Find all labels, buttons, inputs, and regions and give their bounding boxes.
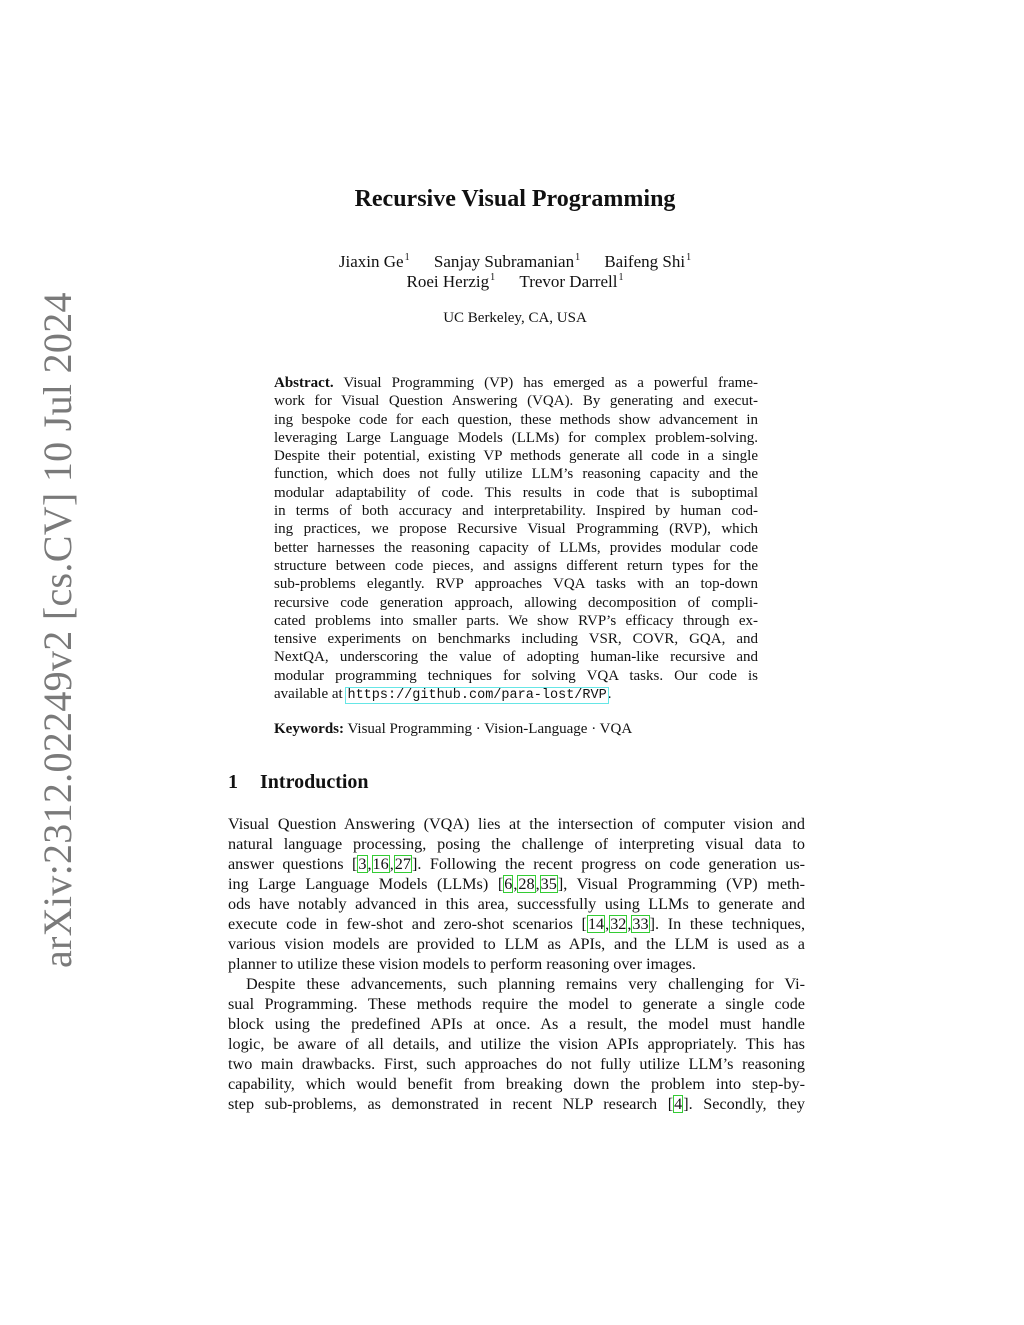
citation-link[interactable]: 28 xyxy=(518,875,535,893)
text-line: ing Large Language Models (LLMs) [6,28,35], Visual Programming (VP) meth- xyxy=(228,875,805,893)
abstract-line: Despite their potential, existing VP methods generate all code in a single xyxy=(274,448,758,465)
citation-link[interactable]: 33 xyxy=(632,915,649,933)
abstract-line: function, which does not fully utilize LLM’s reasoning capacity and the xyxy=(274,466,758,483)
citation-link[interactable]: 16 xyxy=(372,855,389,873)
citation-link[interactable]: 4 xyxy=(674,1095,683,1113)
abstract xyxy=(274,374,758,705)
citation-link[interactable]: 14 xyxy=(587,915,605,933)
section-title: Introduction xyxy=(260,771,369,793)
citation-link[interactable]: 35 xyxy=(540,875,557,893)
abstract-label: Abstract. xyxy=(274,375,334,391)
abstract-line: leveraging Large Language Models (LLMs) for complex problem-solving. xyxy=(274,429,758,446)
abstract-line: Abstract. Visual Programming (VP) has emerged as a powerful frame- xyxy=(274,375,758,391)
abstract-line: structure between code pieces, and assigns different return types for the xyxy=(274,557,758,574)
code-repository-link[interactable]: https://github.com/para-lost/RVP xyxy=(347,688,607,704)
arxiv-identifier-stamp: arXiv:2312.02249v2 [cs.CV] 10 Jul 2024 xyxy=(35,292,80,968)
keywords-label: Keywords: xyxy=(274,721,344,737)
abstract-line: tensive experiments on benchmarks including VSR, COVR, GQA, and xyxy=(274,631,758,648)
text-line: two main drawbacks. First, such approaches do not fully utilize LLM’s reasoning xyxy=(228,1055,805,1073)
citation-link[interactable]: 27 xyxy=(394,855,411,873)
intro-paragraph-2 xyxy=(228,974,805,1114)
text-line: natural language processing, posing the challenge of interpreting visual data to xyxy=(228,835,805,853)
section-number: 1 xyxy=(228,771,238,793)
abstract-line: available at https://github.com/para-lost/RVP. xyxy=(274,686,612,704)
text-line: Visual Question Answering (VQA) lies at the intersection of computer vision and xyxy=(228,815,805,833)
paper-title: Recursive Visual Programming xyxy=(354,186,676,212)
abstract-line: modular programming techniques for solving VQA tasks. Our code is xyxy=(274,667,758,684)
abstract-line: cated problems into smaller parts. We show RVP’s efficacy through ex- xyxy=(274,612,758,629)
author: Baifeng Shi$^1$ xyxy=(604,252,692,271)
text-line: ods have notably advanced in this area, successfully using LLMs to generate and xyxy=(228,895,805,913)
abstract-line: NextQA, underscoring the value of adopting human-like recursive and xyxy=(274,649,758,666)
text-line: execute code in few-shot and zero-shot scenarios [14,32,33]. In these techniques, xyxy=(228,915,805,933)
citation-link[interactable]: 32 xyxy=(610,915,627,933)
author: Jiaxin Ge$^1$ xyxy=(338,252,410,271)
citation-link[interactable]: 6 xyxy=(504,875,513,893)
affiliation: UC Berkeley, CA, USA xyxy=(443,310,587,326)
author-list-row-2 xyxy=(230,272,800,292)
abstract-line: ing bespoke code for each question, these methods show advancement in xyxy=(274,411,758,428)
text-line: capability, which would benefit from breaking down the problem into step-by- xyxy=(228,1075,805,1093)
section-heading xyxy=(228,771,369,794)
abstract-line: recursive code generation approach, allowing decomposition of compli- xyxy=(274,594,758,611)
text-line: answer questions [3,16,27]. Following the recent progress on code generation us- xyxy=(228,855,806,873)
keywords xyxy=(274,721,758,738)
text-line: planner to utilize these vision models to perform reasoning over images. xyxy=(228,955,696,973)
abstract-line: better harnesses the reasoning capacity of LLMs, provides modular code xyxy=(274,539,758,556)
text-line: sual Programming. These methods require the model to generate a single code xyxy=(228,995,805,1013)
abstract-line: modular adaptability of code. This results in code that is suboptimal xyxy=(274,484,758,501)
text-line: Despite these advancements, such planning remains very challenging for Vi- xyxy=(246,975,805,993)
abstract-line: sub-problems elegantly. RVP approaches VQA tasks with an top-down xyxy=(274,576,758,593)
author: Roei Herzig$^1$ xyxy=(406,272,496,291)
text-line: logic, be aware of all details, and utilize the vision APIs appropriately. This has xyxy=(228,1035,805,1053)
abstract-line: ing practices, we propose Recursive Visual Programming (RVP), which xyxy=(274,521,758,538)
text-line: block using the predefined APIs at once. As a result, the model must handle xyxy=(228,1015,805,1033)
text-line: various vision models are provided to LLM as APIs, and the LLM is used as a xyxy=(228,935,805,953)
author: Sanjay Subramanian$^1$ xyxy=(433,252,581,271)
abstract-line: work for Visual Question Answering (VQA). By generating and execut- xyxy=(274,393,758,410)
intro-paragraph-1 xyxy=(228,814,805,974)
citation-link[interactable]: 3 xyxy=(358,855,367,873)
text-line: step sub-problems, as demonstrated in recent NLP research [4]. Secondly, they xyxy=(228,1095,805,1113)
keywords-list: Visual Programming · Vision-Language · VQA xyxy=(344,721,633,737)
author: Trevor Darrell$^1$ xyxy=(519,272,624,291)
author-list-row-1 xyxy=(230,252,800,272)
abstract-line: in terms of both accuracy and interpretability. Inspired by human cod- xyxy=(274,503,758,520)
